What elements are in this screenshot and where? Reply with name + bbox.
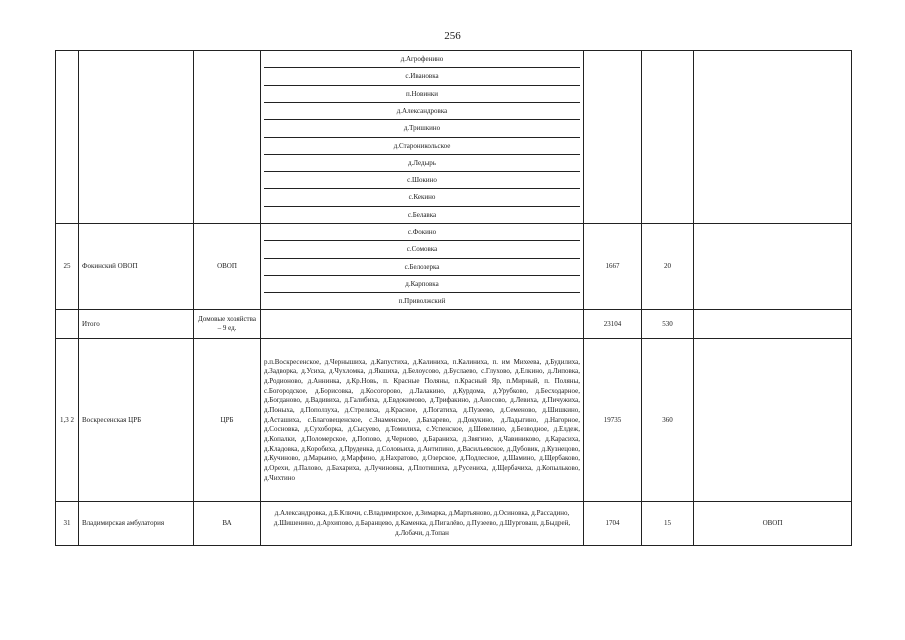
note-cell [694, 224, 852, 310]
row-number-cell [56, 310, 79, 339]
note-cell: ОВОП [694, 502, 852, 546]
row-number-cell: 31 [56, 502, 79, 546]
population-cell [584, 51, 642, 224]
staff-cell: 360 [642, 339, 694, 502]
settlement-item: с.Кекино [264, 189, 580, 206]
settlements-cell [261, 310, 584, 339]
settlement-item: д.Тришкино [264, 120, 580, 137]
settlement-item: д.Александровка [264, 103, 580, 120]
staff-cell: 530 [642, 310, 694, 339]
population-cell: 1704 [584, 502, 642, 546]
page-number: 256 [444, 30, 461, 42]
settlement-item: д.Агрофенино [264, 51, 580, 68]
table-row [56, 224, 852, 310]
population-cell: 19735 [584, 339, 642, 502]
table-row-continuation [56, 51, 852, 224]
facility-name-cell: Итого [79, 310, 194, 339]
facility-type-cell: ОВОП [194, 224, 261, 310]
note-cell [694, 339, 852, 502]
settlement-item: п.Приволжский [398, 297, 446, 306]
note-cell [694, 310, 852, 339]
population-cell: 23104 [584, 310, 642, 339]
facility-name-cell: Фокинский ОВОП [79, 224, 194, 310]
table-row [56, 502, 852, 546]
table-row-total [56, 310, 852, 339]
settlement-item: д.Староникольское [264, 138, 580, 155]
facility-type-cell: ВА [194, 502, 261, 546]
settlement-item: д.Карповка [264, 276, 580, 293]
settlements-cell [261, 51, 584, 224]
settlement-item: с.Белавка [407, 210, 437, 219]
facility-name-cell: Воскресенская ЦРБ [79, 339, 194, 502]
settlement-item: с.Белозерка [264, 259, 580, 276]
facility-type-cell: Домовые хозяйства – 9 ед. [194, 310, 261, 339]
settlement-item: с.Шокино [264, 172, 580, 189]
facility-type-cell [194, 51, 261, 224]
facility-type-cell: ЦРБ [194, 339, 261, 502]
settlement-item: п.Новинки [264, 86, 580, 103]
staff-cell: 15 [642, 502, 694, 546]
settlements-cell: д.Александровка, д.Б.Ключи, с.Владимирское, д.Зимарка, д.Мартьяново, д.Осиновка, д.Рассадино, д.Шишенино, д.Архипово, д.Баранцево, д.Каменка, д.Пигалёво, д.Пузеево, д.Шурговаш, д.Быдрей, д.Лобачи, д.Топан [261, 502, 584, 546]
settlements-cell [261, 224, 584, 310]
settlement-item: с.Ивановка [264, 68, 580, 85]
settlements-cell: р.п.Воскресенское, д.Чернышиха, д.Капустиха, д.Калиниха, п.Калиниха, п. им Михеева, д.Будилиха, д.Задворка, д.Усиха, д.Чухломка, д.Якшиха, д.Белоусово, д.Буслаево, с.Глухово, д.Елкино, д.Липовка, д.Родионово, д.Аннинка, д.Кр.Новь, п. Красные Поляны, п.Красный Яр, п.Мирный, п. Поляны, с.Богородское, д.Борисовка, д.Косогорово, д.Лалакино, д.Курдома, д.Урубково, д.Бесходарное, д.Богданово, д.Вадивиха, д.Галибиха, д.Евдокимово, д.Трифакино, д.Аносово, д.Левиха, д.Пичужиха, д.Поныха, д.Поползуха, д.Стрелиха, д.Красное, д.Погатиха, д.Пузеево, д.Семеново, д.Шишкино, д.Асташиха, с.Благовещенское, с.Знаменское, д.Бахарево, д.Докукино, д.Ладыгино, д.Нагорное, д.Сосновка, д.Сухоборка, д.Сысуево, д.Томилиха, с.Успенское, д.Шевелино, д.Безводное, д.Елдеж, д.Копалки, д.Поломерское, д.Попово, д.Черново, д.Бараниха, д.Звягино, д.Чавиниково, д.Карасиха, д.Кладовка, д.Коробиха, д.Пруденка, д.Соловьиха, д.Антипино, д.Васильевское, д.Дубовик, д.Кузнецово, д.Кучиново, д.Марьино, д.Марфино, д.Нахратово, д.Озерское, д.Подлесное, д.Шамино, д.Щербаково, д.Орехи, д.Палово, д.Бахариха, д.Лучиновка, д.Плотишиха, д.Русениха, д.Щербачиха, д.Копыльково, д.Чихтино [261, 339, 584, 502]
facility-name-cell: Владимирская амбулатория [79, 502, 194, 546]
staff-cell [642, 51, 694, 224]
table-row [56, 339, 852, 502]
facility-name-cell [79, 51, 194, 224]
settlement-item: д.Ледырь [264, 155, 580, 172]
facilities-table [55, 50, 852, 546]
row-number-cell [56, 51, 79, 224]
staff-cell: 20 [642, 224, 694, 310]
note-cell [694, 51, 852, 224]
settlement-item: с.Фокино [264, 224, 580, 241]
row-number-cell: 1,3 2 [56, 339, 79, 502]
row-number-cell: 25 [56, 224, 79, 310]
population-cell: 1667 [584, 224, 642, 310]
settlement-item: с.Сомовка [264, 241, 580, 258]
